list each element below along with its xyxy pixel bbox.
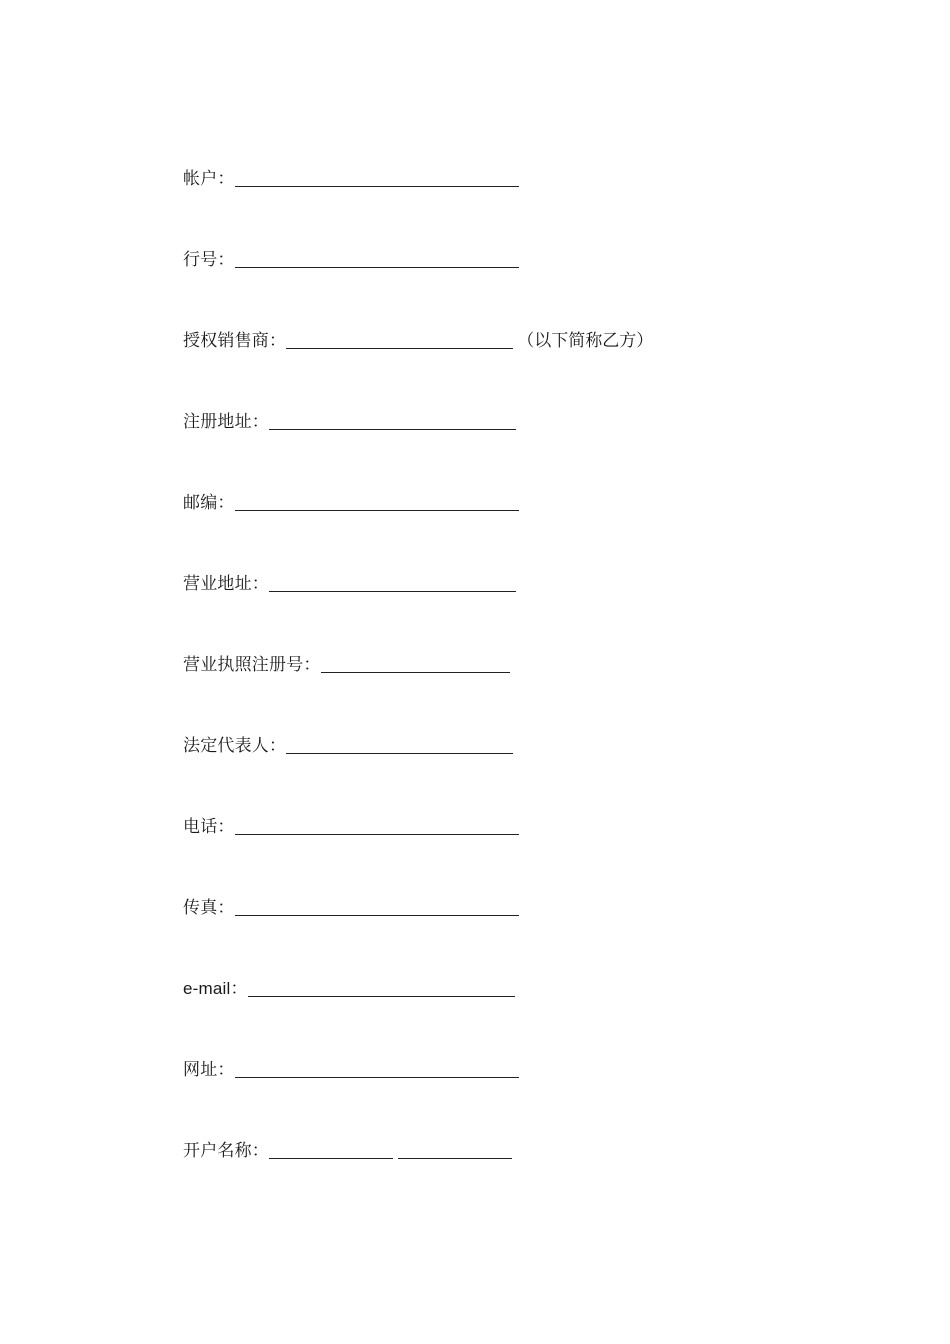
blank-line (321, 671, 510, 673)
blank-line (269, 1157, 393, 1159)
blank-line (235, 509, 519, 511)
blank-line (235, 914, 519, 916)
blank-line (286, 752, 513, 754)
field-account (183, 164, 519, 190)
field-fax (183, 893, 519, 919)
field-account-name (183, 1136, 512, 1162)
field-legal-representative (183, 731, 513, 757)
field-authorized-dealer (183, 326, 653, 352)
field-website (183, 1055, 519, 1081)
blank-line (248, 995, 515, 997)
field-bank-number (183, 245, 519, 271)
field-label: 注册地址： (183, 412, 269, 432)
field-label: 营业地址： (183, 574, 269, 594)
field-label: 邮编： (183, 493, 235, 513)
field-license-number (183, 650, 510, 676)
field-label: 法定代表人： (183, 736, 287, 756)
field-label: 帐户： (183, 169, 235, 189)
blank-line (286, 347, 513, 349)
blank-line (269, 590, 516, 592)
blank-line (235, 1076, 519, 1078)
field-label: 电话： (183, 817, 235, 837)
field-label: 行号： (183, 250, 235, 270)
field-label: e-mail： (183, 979, 248, 998)
field-label: 营业执照注册号： (183, 655, 321, 675)
blank-line (235, 833, 519, 835)
field-label: 授权销售商： (183, 331, 287, 351)
blank-line (235, 266, 519, 268)
field-suffix: （以下简称乙方） (517, 331, 654, 351)
field-postcode (183, 488, 519, 514)
field-phone (183, 812, 519, 838)
blank-line (235, 185, 519, 187)
field-label: 网址： (183, 1060, 235, 1080)
field-business-address (183, 569, 516, 595)
field-registered-address (183, 407, 516, 433)
blank-line (269, 428, 516, 430)
field-email (183, 974, 515, 1000)
blank-line (398, 1157, 512, 1159)
field-label: 开户名称： (183, 1141, 269, 1161)
field-label: 传真： (183, 898, 235, 918)
